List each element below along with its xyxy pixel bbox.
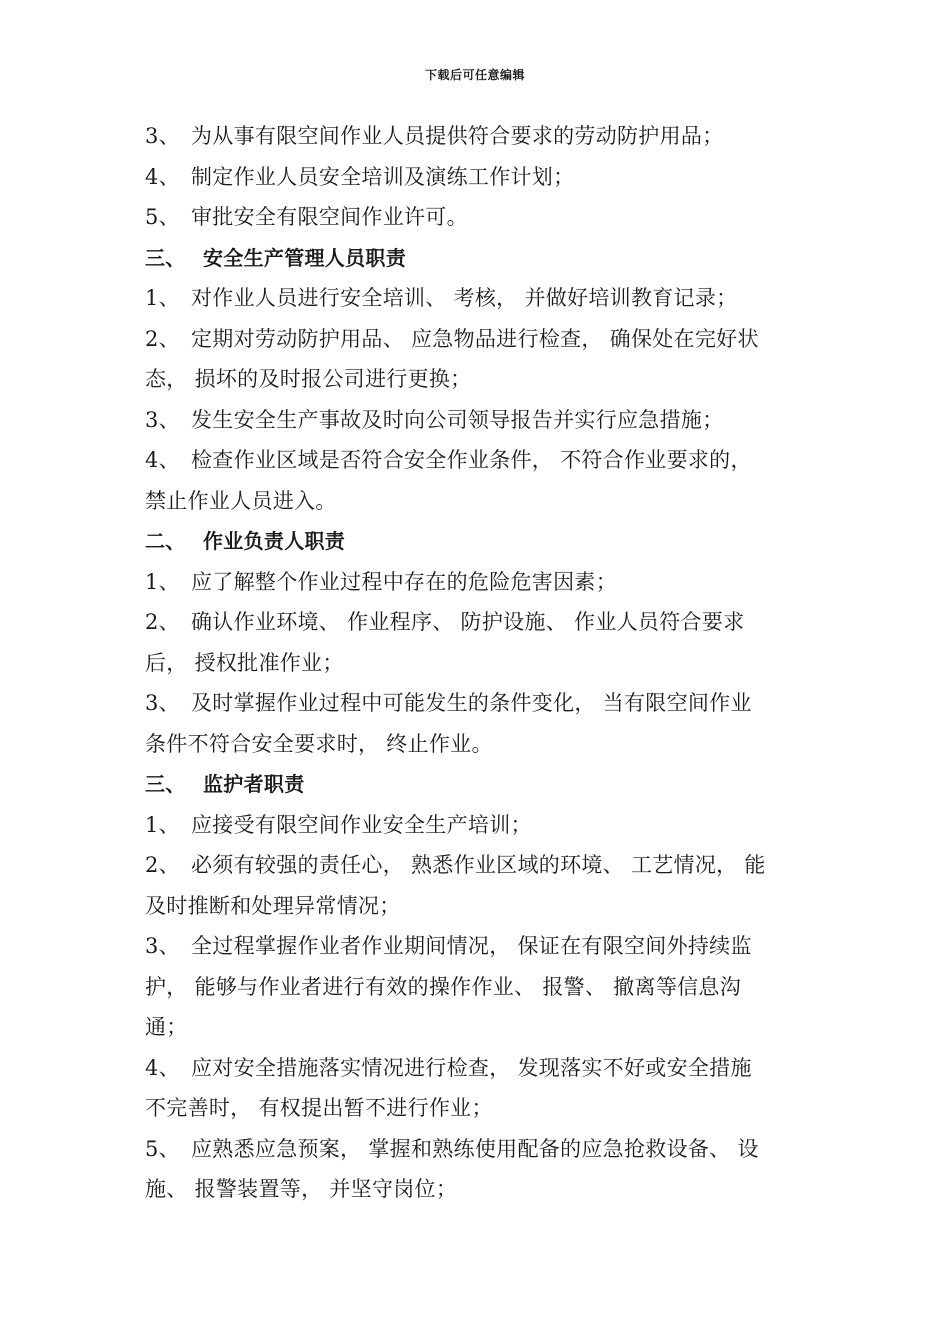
section-number: 二、 xyxy=(145,529,186,553)
item-number: 4、 xyxy=(145,1055,180,1080)
item-number: 5、 xyxy=(145,205,180,229)
item-text: 应接受有限空间作业安全生产培训； xyxy=(191,812,532,837)
list-item xyxy=(145,157,810,198)
list-item xyxy=(145,926,810,967)
document-body xyxy=(145,116,810,1210)
item-text: 发生安全生产事故及时向公司领导报告并实行应急措施； xyxy=(191,407,724,432)
list-item xyxy=(145,805,810,846)
list-item-continuation: 护， 能够与作业者进行有效的操作作业、 报警、 撤离等信息沟 xyxy=(145,974,742,999)
list-item-continuation: 不完善时， 有权提出暂不进行作业； xyxy=(145,1096,493,1120)
item-text: 检查作业区域是否符合安全作业条件， 不符合作业要求的， xyxy=(191,448,752,472)
item-number: 2、 xyxy=(145,610,180,634)
item-text: 审批安全有限空间作业许可。 xyxy=(191,205,468,229)
list-item xyxy=(145,1129,810,1170)
list-item-continuation: 条件不符合安全要求时， 终止作业。 xyxy=(145,731,493,756)
section-heading xyxy=(145,238,810,279)
item-number: 5、 xyxy=(145,1136,180,1161)
item-text: 为从事有限空间作业人员提供符合要求的劳动防护用品； xyxy=(191,124,724,148)
list-item-continuation: 后， 授权批准作业； xyxy=(145,650,344,675)
item-number: 1、 xyxy=(145,286,180,310)
list-item xyxy=(145,400,810,441)
list-item xyxy=(145,1048,810,1089)
item-number: 3、 xyxy=(145,124,180,148)
list-item xyxy=(145,440,810,481)
item-text: 定期对劳动防护用品、 应急物品进行检查， 确保处在完好状 xyxy=(191,326,759,351)
list-item xyxy=(145,116,810,157)
item-number: 2、 xyxy=(145,326,180,351)
list-item xyxy=(145,197,810,238)
list-item-continuation: 及时推断和处理异常情况； xyxy=(145,893,401,918)
item-number: 4、 xyxy=(145,164,180,189)
section-heading xyxy=(145,521,810,562)
list-item-continuation: 施、 报警装置等， 并坚守岗位； xyxy=(145,1177,458,1201)
list-item xyxy=(145,845,810,886)
section-heading xyxy=(145,764,810,805)
list-item xyxy=(145,319,810,360)
item-text: 确认作业环境、 作业程序、 防护设施、 作业人员符合要求 xyxy=(191,610,745,634)
list-item xyxy=(145,683,810,724)
section-title: 监护者职责 xyxy=(203,772,305,796)
item-text: 制定作业人员安全培训及演练工作计划； xyxy=(191,164,575,189)
section-number: 三、 xyxy=(145,772,186,796)
item-number: 1、 xyxy=(145,569,180,594)
section-number: 三、 xyxy=(145,245,186,270)
page-header: 下载后可任意编辑 xyxy=(424,68,525,82)
list-item xyxy=(145,562,810,603)
item-text: 全过程掌握作业者作业期间情况， 保证在有限空间外持续监 xyxy=(191,934,752,958)
item-number: 3、 xyxy=(145,407,180,432)
item-number: 2、 xyxy=(145,853,180,877)
item-text: 应熟悉应急预案， 掌握和熟练使用配备的应急抢救设备、 设 xyxy=(191,1136,759,1161)
list-item xyxy=(145,278,810,319)
item-text: 及时掌握作业过程中可能发生的条件变化， 当有限空间作业 xyxy=(191,691,752,715)
item-text: 对作业人员进行安全培训、 考核， 并做好培训教育记录； xyxy=(191,286,738,310)
item-number: 4、 xyxy=(145,448,180,472)
section-title: 安全生产管理人员职责 xyxy=(203,245,406,270)
item-number: 3、 xyxy=(145,934,180,958)
section-title: 作业负责人职责 xyxy=(203,529,346,553)
item-text: 应对安全措施落实情况进行检查， 发现落实不好或安全措施 xyxy=(191,1055,752,1080)
item-text: 应了解整个作业过程中存在的危险危害因素； xyxy=(191,569,617,594)
item-number: 1、 xyxy=(145,812,180,837)
item-number: 3、 xyxy=(145,691,180,715)
list-item-continuation: 通； xyxy=(145,1015,188,1039)
item-text: 必须有较强的责任心， 熟悉作业区域的环境、 工艺情况， 能 xyxy=(191,853,766,877)
list-item xyxy=(145,602,810,643)
list-item-continuation: 禁止作业人员进入。 xyxy=(145,488,337,513)
list-item-continuation: 态， 损坏的及时报公司进行更换； xyxy=(145,367,472,391)
